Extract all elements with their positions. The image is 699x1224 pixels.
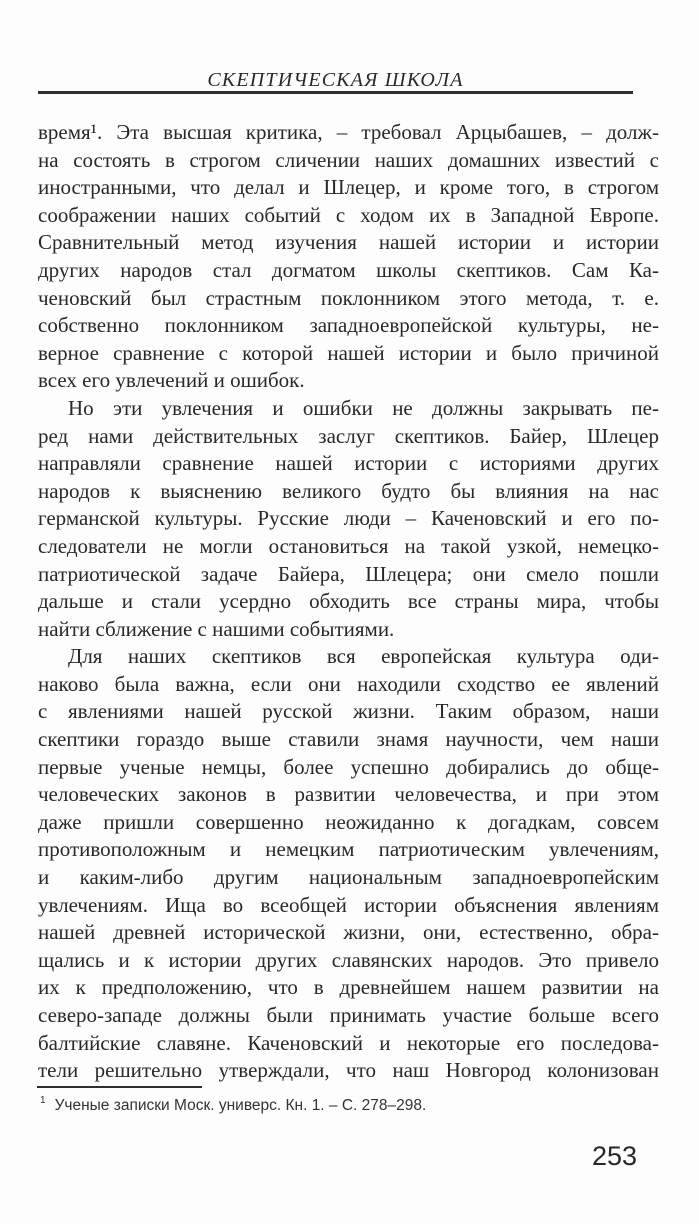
header-rule [38,91,633,94]
text-line: патриотической задаче Байера, Шлецера; они смело пошли [38,561,659,586]
text-line: на состоять в строгом сличении наших домашних известий с [38,147,659,172]
text-line: первые ученые немцы, более успешно добирались до обще- [38,754,659,779]
text-line: скептики гораздо выше ставили знамя научности, чем наши [38,727,659,752]
text-line: наково была важна, если они находили сходство ее явлений [38,671,659,696]
text-line: противоположным и немецким патриотическим увлечениям, [38,837,659,862]
text-line: ред нами действительных заслуг скептиков. Байер, Шлецер [38,423,659,448]
footnote [40,1096,640,1115]
text-line: нашей древней исторической жизни, они, естественно, обра- [38,920,659,945]
text-line: и каким-либо другим национальным западноевропейским [38,865,659,890]
text-line: собственно поклонником западноевропейской культуры, не- [38,313,659,338]
text-line: щались и к истории других славянских народов. Это привело [38,947,659,972]
text-line: найти сближение с нашими событиями. [38,616,395,641]
text-line: верное сравнение с которой нашей истории и было причиной [38,340,659,365]
text-line: их к предположению, что в древнейшем нашем развитии на [38,975,659,1000]
text-line: Сравнительный метод изучения нашей истории и истории [38,230,659,255]
page-header-title: СКЕПТИЧЕСКАЯ ШКОЛА [207,69,464,91]
text-line: с явлениями нашей русской жизни. Таким образом, наши [38,699,659,724]
text-line: народов к выяснению великого будто бы влияния на нас [38,478,659,503]
text-line: всех его увлечений и ошибок. [38,368,305,393]
text-line: соображении наших событий с ходом их в Западной Европе. [38,202,659,227]
footnote-separator [37,1086,202,1088]
text-line: увлечениям. Ища во всеобщей истории объяснения явлениям [38,892,659,917]
text-line: балтийские славяне. Каченовский и некоторые его последова- [38,1030,659,1055]
page-number: 253 [591,1141,637,1171]
text-line: иностранными, что делал и Шлецер, и кроме того, в строгом [38,175,659,200]
footnote-text: Ученые записки Моск. универс. Кн. 1. – С. 278–298. [54,1097,427,1115]
text-line: следователи не могли остановиться на такой узкой, немецко- [38,533,659,558]
text-line: германской культуры. Русские люди – Каченовский и его по- [38,506,659,531]
text-line: северо-западе должны были принимать участие больше всего [38,1003,659,1027]
text-line: Для наших скептиков вся европейская культура оди- [68,644,659,669]
text-line: направляли сравнение нашей истории с историями других [38,451,659,476]
text-line: даже пришли совершенно неожиданно к догадкам, совсем [38,809,659,834]
body-text [38,119,659,1085]
text-line: тели решительно утверждали, что наш Новгород колонизован [38,1058,659,1083]
text-line: дальше и стали усердно обходить все страны мира, чтобы [38,589,659,614]
text-line: человеческих законов в развитии человечества, и при этом [38,782,659,807]
text-line: Но эти увлечения и ошибки не должны закрывать пе- [68,395,659,420]
footnote-marker: 1 [40,1095,46,1106]
text-line: ченовский был страстным поклонником этого метода, т. е. [38,285,659,310]
text-line: время¹. Эта высшая критика, – требовал Арцыбашев, – долж- [38,120,659,144]
text-line: других народов стал догматом школы скептиков. Сам Ка- [38,257,659,282]
